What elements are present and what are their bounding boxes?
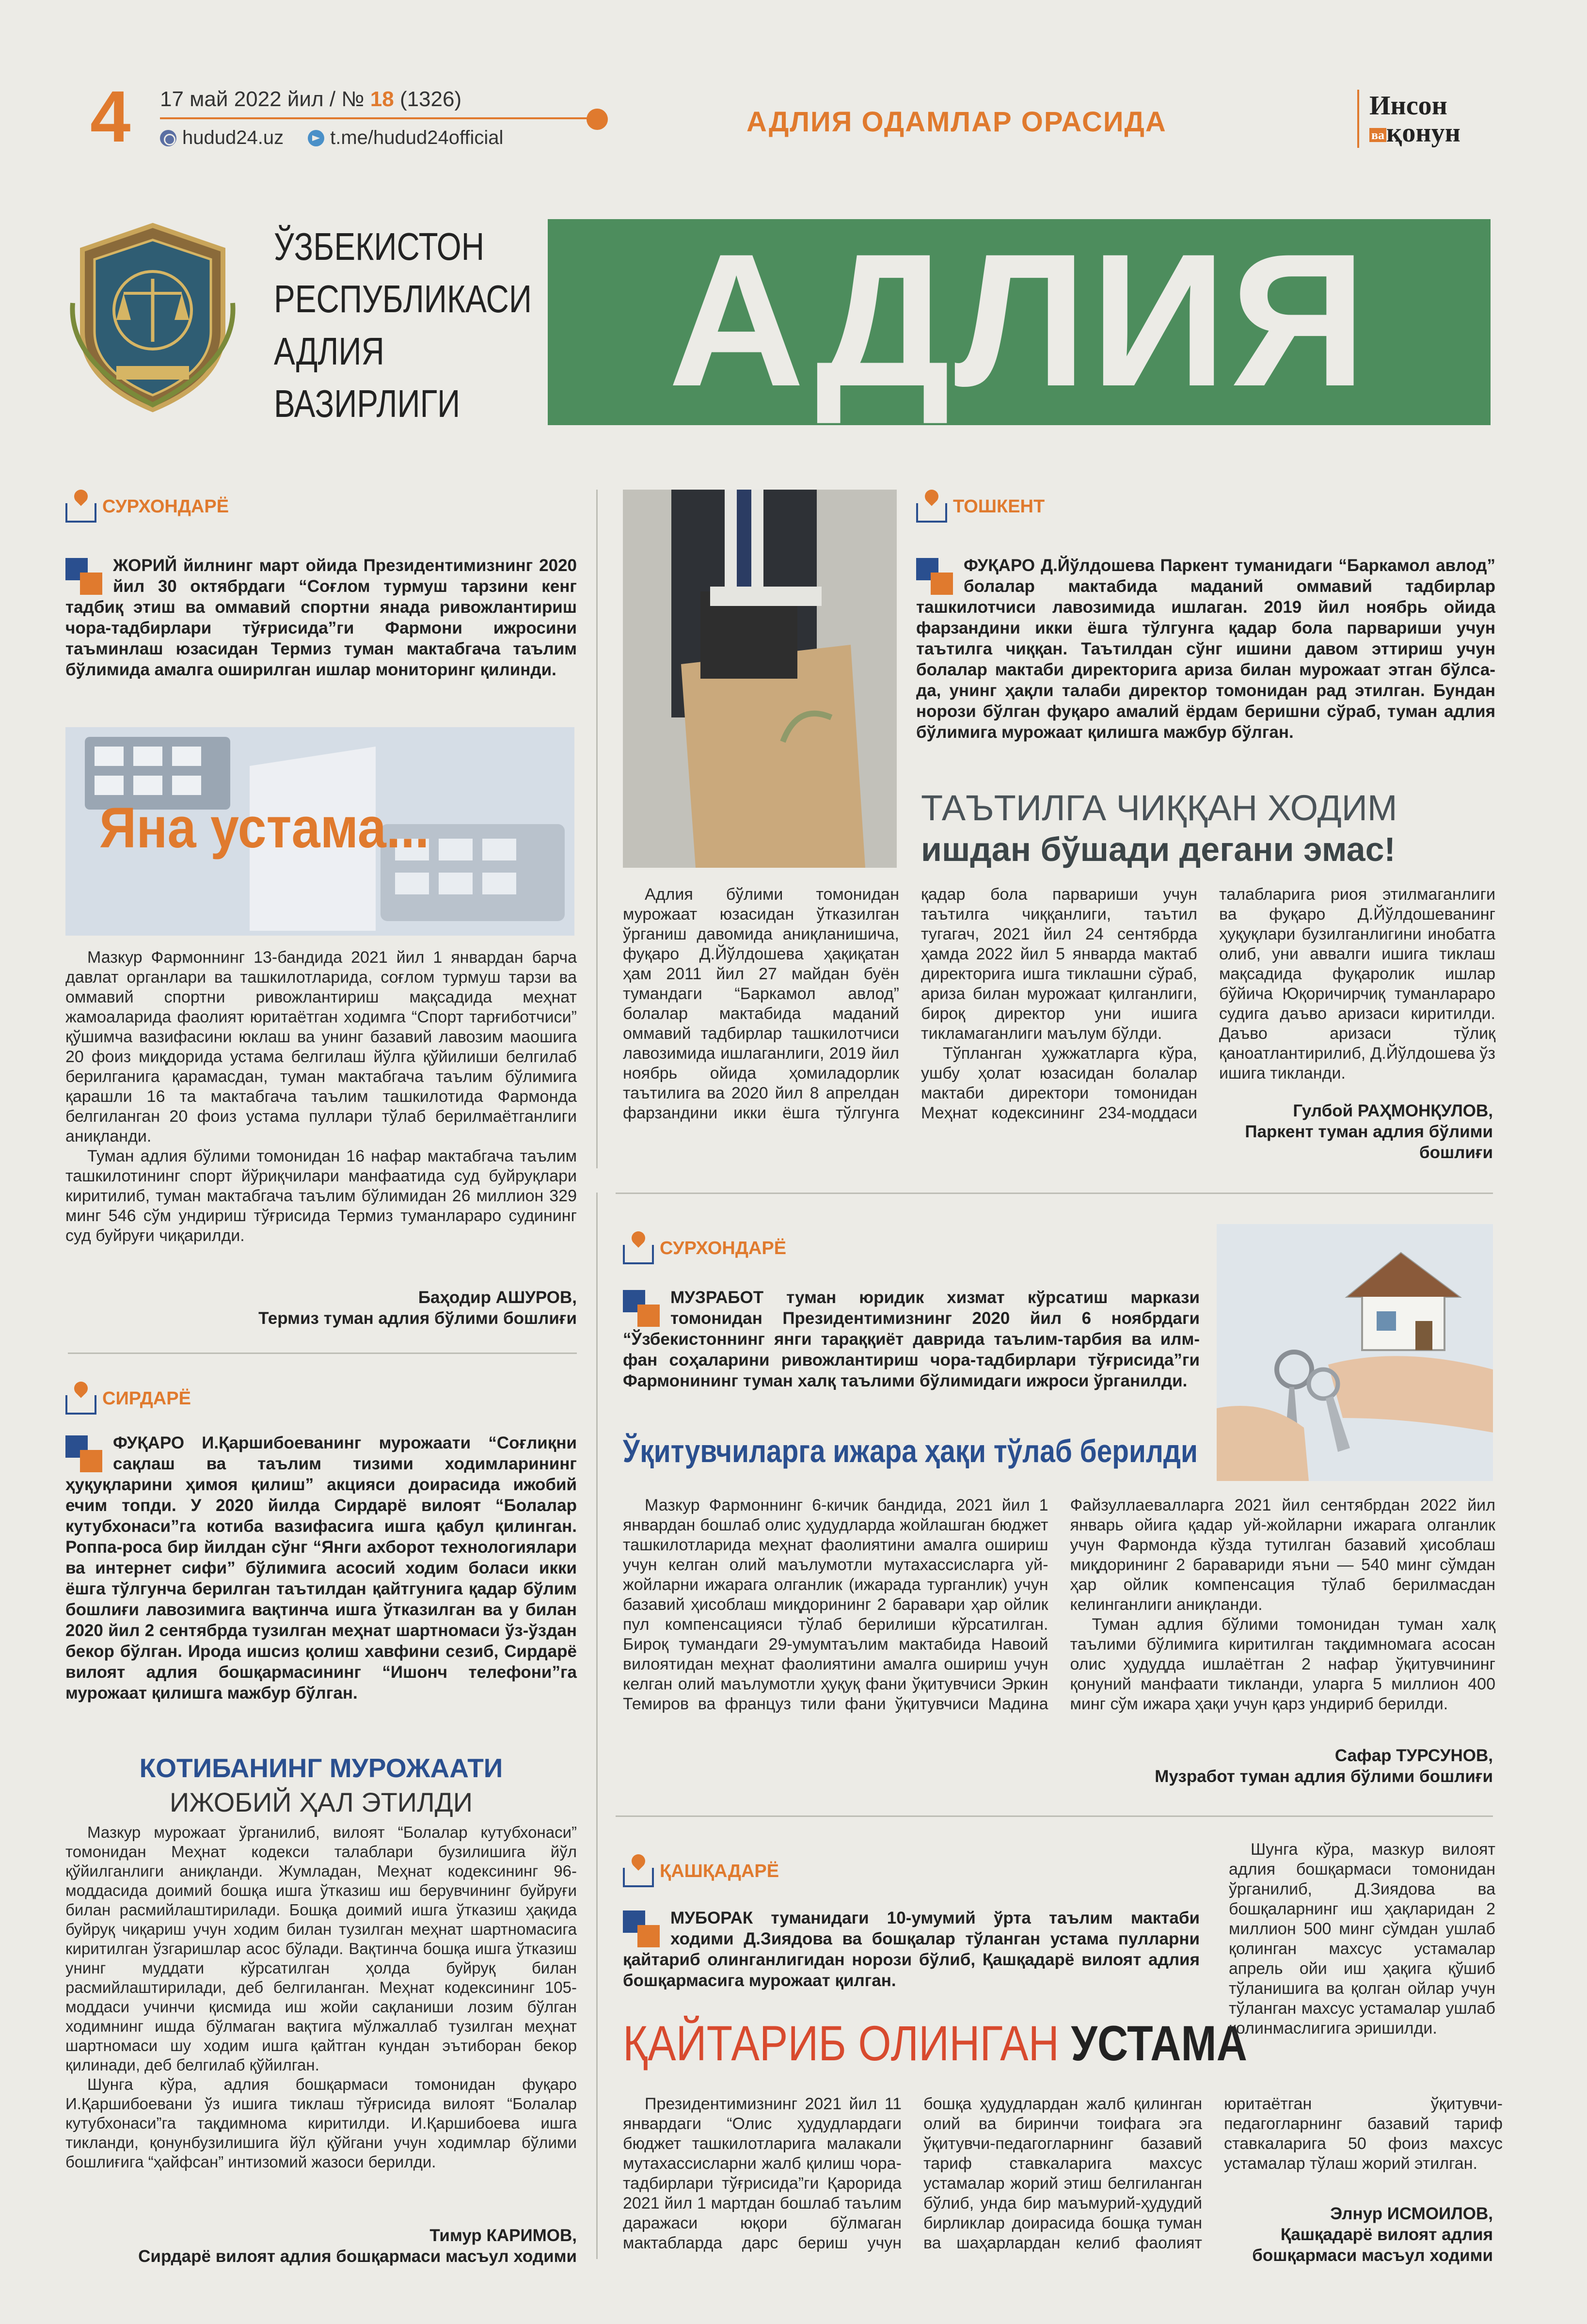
author-name: Элнур ИСМОИЛОВ,: [1330, 2204, 1493, 2223]
brand-bottom: қонун: [1386, 118, 1460, 148]
column-rule: [596, 490, 598, 1168]
author-name: Тимур КАРИМОВ,: [429, 2226, 577, 2245]
region-name: СУРХОНДАРЁ: [660, 1238, 787, 1258]
article-signature: [1226, 1100, 1493, 1163]
article-lead: [623, 1908, 1200, 1991]
region-name: СУРХОНДАРЁ: [102, 496, 229, 517]
region-label: [623, 1854, 779, 1888]
header-rule: [160, 117, 591, 119]
section-rule: [68, 1353, 577, 1354]
masthead-title: АДЛИЯ: [668, 219, 1370, 425]
location-pin-icon: [65, 490, 96, 524]
ministry-line: РЕСПУБЛИКАСИ: [274, 277, 532, 320]
paragraph: Туман адлия бўлими томонидан туман халқ таълими бўлимига киритилган тақдимномага асосан олис ҳудудда ишлаётган 2 нафар ўқитувчининг қонуний манфаати тикланди, уларга 5 миллион 400 минг сўм ижара ҳақи учун қарз ундириб берилди.: [1070, 1615, 1495, 1713]
paragraph: Мазкур Фармоннинг 6-кичик бандида, 2021 йил 1 январдан бошлаб олис ҳудудларда жойлашган бюджет ташкилотларида меҳнат фаолиятини амалга ошириш учун келган олий маълумотли мутахассисларга уй-жойларни ижарага олганлик (ижарада турганлик) учун базавий ҳисоблаш миқдорининг 2 баравари ҳар ойлик пул компенсацияси тўлаб берилиши кўрсатилган. Бироқ тумандаги 29-умумтаълим мактабида Навоий вилоятидан меҳнат фаолиятини амалга ошириш учун келган олий маълумотли ҳуқуқ фани ўқитувчиси Эркин Темиров ва француз тили фани ўқитувчиси Мадина Файзуллаевалларга 2021 йил сентябрдан 2022 йил январь ойига қадар уй-жойларни ижарага олганлик учун Фармонда кўзда тутилган базавий ҳисоблаш миқдорининг 2 баравариди яъни — 540 минг сўмдан ҳар ойлик компенсация тўлаб берилмасдан келинганлиги аниқланди.: [623, 1496, 1495, 1713]
article-photo-calculator: [65, 727, 574, 936]
telegram-text: t.me/hudud24official: [330, 127, 504, 148]
ministry-line: ЎЗБЕКИСТОН: [274, 225, 485, 268]
ministry-name: [274, 221, 552, 430]
lead-text: ФУҚАРО Д.Йўлдошева Паркент туманидаги “Баркамол авлод” болалар мактабида маданий оммавий тадбирлар ташкилотчиси лавозимида ишлаган. 2019 йил ноябрь ойида фарзандини икки ёшга тўлгунга қадар бола парвариши учун таътилга чиққан. Таътилдан сўнг ишини давом эттириш учун болалар мактаби директорига ариза билан мурожаат этган бўлса-да, унинг ҳақли талаби директор томонидан рад этилган. Бундан норози бўлган фуқаро амалий ёрдам беришни сўраб, туман адлия бўлимига мурожаат қилишга мажбур бўлган.: [916, 556, 1495, 742]
article-lead: [623, 1287, 1200, 1391]
article-headline: Ўқитувчиларга ижара ҳақи тўлаб берилди: [623, 1433, 1198, 1469]
column-rule: [596, 1193, 598, 2259]
issue-total: (1326): [399, 87, 462, 111]
lead-text: МУБОРАК туманидаги 10-умумий ўрта таълим мактаби ходими Д.Зиядова ва бошқалар тўланган устама пулларни қайтариб олинганлигидан норози бўлиб, Қашқадарё вилоят адлия бошқармасига мурожаат қилган.: [623, 1909, 1200, 1990]
region-label: [623, 1231, 786, 1265]
location-pin-icon: [65, 1382, 96, 1416]
page-number: 4: [90, 76, 131, 157]
region-name: ҚАШҚАДАРЁ: [660, 1861, 779, 1881]
website-link[interactable]: [160, 127, 284, 149]
newspaper-brand: [1369, 92, 1460, 146]
paragraph: Шунга кўра, мазкур вилоят адлия бошқармаси томонидан ўрганилиб, Д.Зиядова ва бошқаларнинг иш ҳақларидан 2 миллион 500 минг сўмдан ушлаб қолинган махсус устамалар апрель ойи иш ҳақига қўшиб тўланишига ва қолган ойлар учун тўланган махсус устамалар ушлаб қолинмаслигига эришилди.: [1229, 1840, 1495, 2037]
author-name: Гулбой РАҲМОНҚУЛОВ,: [1293, 1101, 1493, 1120]
author-title: Музработ туман адлия бўлими бошлиғи: [1155, 1767, 1493, 1786]
location-pin-icon: [623, 1854, 654, 1888]
article-signature: [65, 2225, 577, 2267]
paragraph: Тўпланган ҳужжатларга кўра, ушбу ҳолат юзасидан болалар мактаби директори томонидан Меҳнат кодексининг 234-моддаси талабларига риоя этилмаганлиги ва фуқаро Д.Йўлдошеванинг ҳуқуқлари бузилганлигини инобатга олиб, уни аввалги ишига тиклаш мақсадида фуқаролик ишлар бўйича Юқоричирчиқ туманлараро судига даъво аризаси киритилди. Даъво аризаси тўлиқ қаноатлантирилиб, Д.Йўлдошева ўз ишига тикланди.: [921, 885, 1495, 1122]
header-links: [160, 127, 503, 149]
bullet-squares-icon: [65, 1435, 104, 1474]
article-body: [623, 1496, 1495, 1782]
paragraph: Туман адлия бўлими томонидан 16 нафар мактабгача таълим ташкилотининг спорт йўриқчилари манфаатида суд буйруқлари киритилиб, туман мактабгача таълим бўлимидан 26 миллион 329 минг 546 сўм ундириш тўғрисида Термиз туманлараро судининг суд буйруғи чиқарилди.: [65, 1147, 577, 1245]
article-signature: [1032, 1745, 1493, 1787]
author-title: бошқармаси масъул ходими: [1252, 2246, 1493, 2265]
lead-text: МУЗРАБОТ туман юридик хизмат кўрсатиш маркази томонидан Президентимизнинг 2020 йил 6 ноябрдаги “Ўзбекистоннинг янги тараққиёт даврида таълим-тарбия ва илм-фан соҳаларини ривожлантириш чора-тадбирлари тўғрисида”ги Фармонининг туман халқ таълими бўлимидаги ижроси ўрганилди.: [623, 1288, 1200, 1390]
article-lead: [916, 555, 1495, 743]
article-photo-house-keys: [1217, 1224, 1493, 1481]
author-title: Термиз туман адлия бўлими бошлиғи: [258, 1309, 577, 1328]
author-title: Сирдарё вилоят адлия бошқармаси масъул ходими: [138, 2247, 577, 2266]
bullet-squares-icon: [65, 558, 104, 597]
brand-top: Инсон: [1369, 91, 1447, 121]
article-lead: [65, 1433, 577, 1703]
paragraph: Адлия бўлими томонидан мурожаат юзасидан ўтказилган ўрганиш давомида аниқланишича, фуқаро Д.Йўлдошева ҳақиқатан ҳам 2011 йил 27 майдан буён тумандаги “Баркамол авлод” болалар мактабида маданий оммавий тадбирлар ташкилотчиси лавозимида ишлаганлиги, 2019 йил ноябрь ойида ҳомиладорлик таътилига ва 2020 йил 8 апрелдан фарзандини икки ёшга тўлгунга қадар бола парвариши учун таътилга чиққанлиги, таътил тугагач, 2021 йил 24 сентябрда ҳамда 2022 йил 5 январда мактаб директорига ишга тиклашни сўраб, ариза билан мурожаат қилганлиги, бироқ директор уни ишига тикламаганлиги маълум бўлди.: [623, 885, 1197, 1122]
article-signature: [65, 1287, 577, 1329]
ministry-emblem: [63, 221, 242, 414]
author-title: бошлиғи: [1419, 1143, 1493, 1162]
article-headline-line: ишдан бўшади дегани эмас!: [921, 830, 1396, 868]
issue-date: [160, 87, 461, 111]
article-headline: Яна устама...: [99, 796, 429, 860]
region-label: [65, 490, 229, 524]
article-headline: [623, 2016, 1247, 2071]
paragraph: Мазкур Фармоннинг 13-бандида 2021 йил 1 январдан барча давлат органлари ва ташкилотларида, соғлом турмуш тарзи ва оммавий спортни ривожлантириш мақсадида меҳнат жамоаларида фаолият юритаётган ходимга “Спорт тарғиботчиси” қўшимча вазифасини юклаш ва унинг базавий лавозим маошига 20 фоиз миқдорида устама белгилаш йўлга қўйилиши белгилаб берилганига қарамасдан, туман мактабгача таълим бўлимига қарашли 16 та мактабгача таълим ташкилотида Фармонда белгиланган 20 фоиз устама пуллари тўлаб берилмаётганлиги аниқланди.: [65, 948, 577, 1146]
brand-va: ва: [1369, 128, 1386, 142]
author-title: Қашқадарё вилоят адлия: [1280, 2225, 1493, 2244]
ministry-line: АДЛИЯ: [274, 330, 384, 373]
article-body-continued: [1229, 1840, 1495, 2038]
article-photo-office-box: [623, 490, 897, 868]
headline-part: УСТАМА: [1071, 2016, 1247, 2071]
telegram-icon: [308, 130, 324, 146]
article-headline-line: ИЖОБИЙ ҲАЛ ЭТИЛДИ: [170, 1787, 473, 1817]
bullet-squares-icon: [623, 1290, 662, 1329]
masthead-banner: [548, 219, 1491, 425]
region-name: ТОШКЕНТ: [953, 496, 1045, 517]
region-label: [65, 1382, 191, 1416]
paragraph: Мазкур мурожаат ўрганилиб, вилоят “Болалар кутубхонаси” томонидан Меҳнат кодекси талаблари бузилишига йўл қўйилганлиги аниқланди. Жумладан, Меҳнат кодексининг 96-моддасида доимий бошқа ишга ўтказиш иш берувчининг буйруғи билан расмийлаштирилади. Бошқа доимий ишга ўтказиш ҳақида буйруқ чиқариш учун ходим билан тузилган меҳнат шартномасига киритилган ўзгаришлар асос бўлади. Вақтинча бошқа ишга ўтказиш унинг муддати кўрсатилган ҳолда буйруқ билан расмийлаштирилади, деб белгиланган. Меҳнат кодексининг 105-моддаси учинчи қисмида иш жойи сақланиши лозим бўлган ходимнинг ишда бўлмаган вақтига мўлжаллаб тузилган меҳнат шартномаси шу ходим ишга қайтган кундан эътиборан бекор қилинади, деб белгилаб қўйилган.: [65, 1823, 577, 2074]
article-headline-line: ТАЪТИЛГА ЧИҚҚАН ХОДИМ: [921, 788, 1397, 828]
section-rule: [616, 1815, 1493, 1817]
article-lead: [65, 555, 577, 680]
author-name: Сафар ТУРСУНОВ,: [1334, 1746, 1493, 1765]
location-pin-icon: [916, 490, 947, 524]
article-signature: [1202, 2203, 1493, 2266]
brand-divider: [1357, 90, 1359, 148]
headline-part: ҚАЙТАРИБ ОЛИНГАН: [623, 2016, 1060, 2071]
globe-icon: [160, 130, 176, 146]
header-rule-dot: [587, 109, 608, 130]
article-body: [65, 948, 577, 1246]
article-headline-line: КОТИБАНИНГ МУРОЖААТИ: [139, 1753, 503, 1783]
article-body: [65, 1823, 577, 2172]
issue-number: 18: [370, 87, 394, 111]
section-rule: [616, 1193, 1493, 1194]
author-name: Баҳодир АШУРОВ,: [418, 1288, 577, 1307]
bullet-squares-icon: [916, 558, 955, 597]
section-rubric: АДЛИЯ ОДАМЛАР ОРАСИДА: [746, 106, 1167, 138]
author-title: Паркент туман адлия бўлими: [1245, 1122, 1493, 1141]
paragraph: Президентимизнинг 2021 йил 11 январдаги “Олис ҳудудлардаги бюджет ташкилотларига малакали мутахассисларни жалб қилиш чора-тадбирлари тўғрисида”ги Қарорида 2021 йил 1 мартдан бошлаб таълим даражаси юқори бўлмаган мактабларда дарс бериш учун бошқа ҳудудлардан жалб қилинган олий ва биринчи тоифага эга ўқитувчи-педагогларнинг базавий тариф ставкаларига махсус устамалар жорий этиш белгиланган бўлиб, унда бир маъмурий-ҳудудий бирликлар доирасида бошқа туман ва шаҳарлардан келиб фаолият юритаётган ўқитувчи-педагогларнинг базавий тариф ставкаларига 50 фоиз махсус устамалар тўлаш жорий этилган.: [623, 2095, 1503, 2252]
paragraph: Шунга кўра, адлия бошқармаси томонидан фуқаро И.Қаршибоевани ўз ишига тиклаш тўғрисида вилоят “Болалар кутубхонаси”га тақдимнома киритилди. И.Қаршибоева ишга тикланди, қонунбузилишига йўл қўйгани учун ходимлар бўлими бошлиғига “ҳайфсан” интизомий жазоси берилди.: [65, 2075, 577, 2171]
region-name: СИРДАРЁ: [102, 1388, 191, 1409]
lead-text: ФУҚАРО И.Қаршибоеванинг мурожаати “Соғлиқни сақлаш ва таълим тизими ходимларининг ҳуқуқларини ҳимоя қилиш” акцияси доирасида ижобий ечим топди. У 2020 йилда Сирдарё вилоят “Болалар кутубхонаси”га котиба вазифасига ишга қабул қилинган. Роппа-роса бир йилдан сўнг “Янги ахборот технологиялари ва интернет сифи” бўлимига асосий ходим боласи икки ёшга тўлгунча берилган таътилдан қайтгунига қадар бўлим бошлиғи лавозимига вақтинча ишга ўтказилган ва у билан 2020 йил 2 сентябрда тузилган меҳнат шартномаси ўз-ўздан бекор бўлган. Ирода ишсиз қолиш хавфини сезиб, Сирдарё вилоят адлия бошқармасининг “Ишонч телефони”га мурожаат қилишга мажбур бўлган.: [65, 1433, 577, 1703]
website-text: hudud24.uz: [182, 127, 284, 148]
lead-text: ЖОРИЙ йилнинг март ойида Президентимизнинг 2020 йил 30 октябрдаги “Соғлом турмуш тарзини кенг тадбиқ этиш ва оммавий спортни янада ривожлантириш чора-тадбирлари тўғрисида”ги Фармони ижросини таъминлаш юзасидан Термиз туман мактабгача таълим бўлимида амалга оширилган ишлар мониторинг қилинди.: [65, 556, 577, 679]
location-pin-icon: [623, 1231, 654, 1265]
bullet-squares-icon: [623, 1910, 662, 1949]
date-text: 17 май 2022 йил / №: [160, 87, 365, 111]
ministry-line: ВАЗИРЛИГИ: [274, 382, 460, 425]
region-label: [916, 490, 1045, 524]
telegram-link[interactable]: [308, 127, 503, 149]
